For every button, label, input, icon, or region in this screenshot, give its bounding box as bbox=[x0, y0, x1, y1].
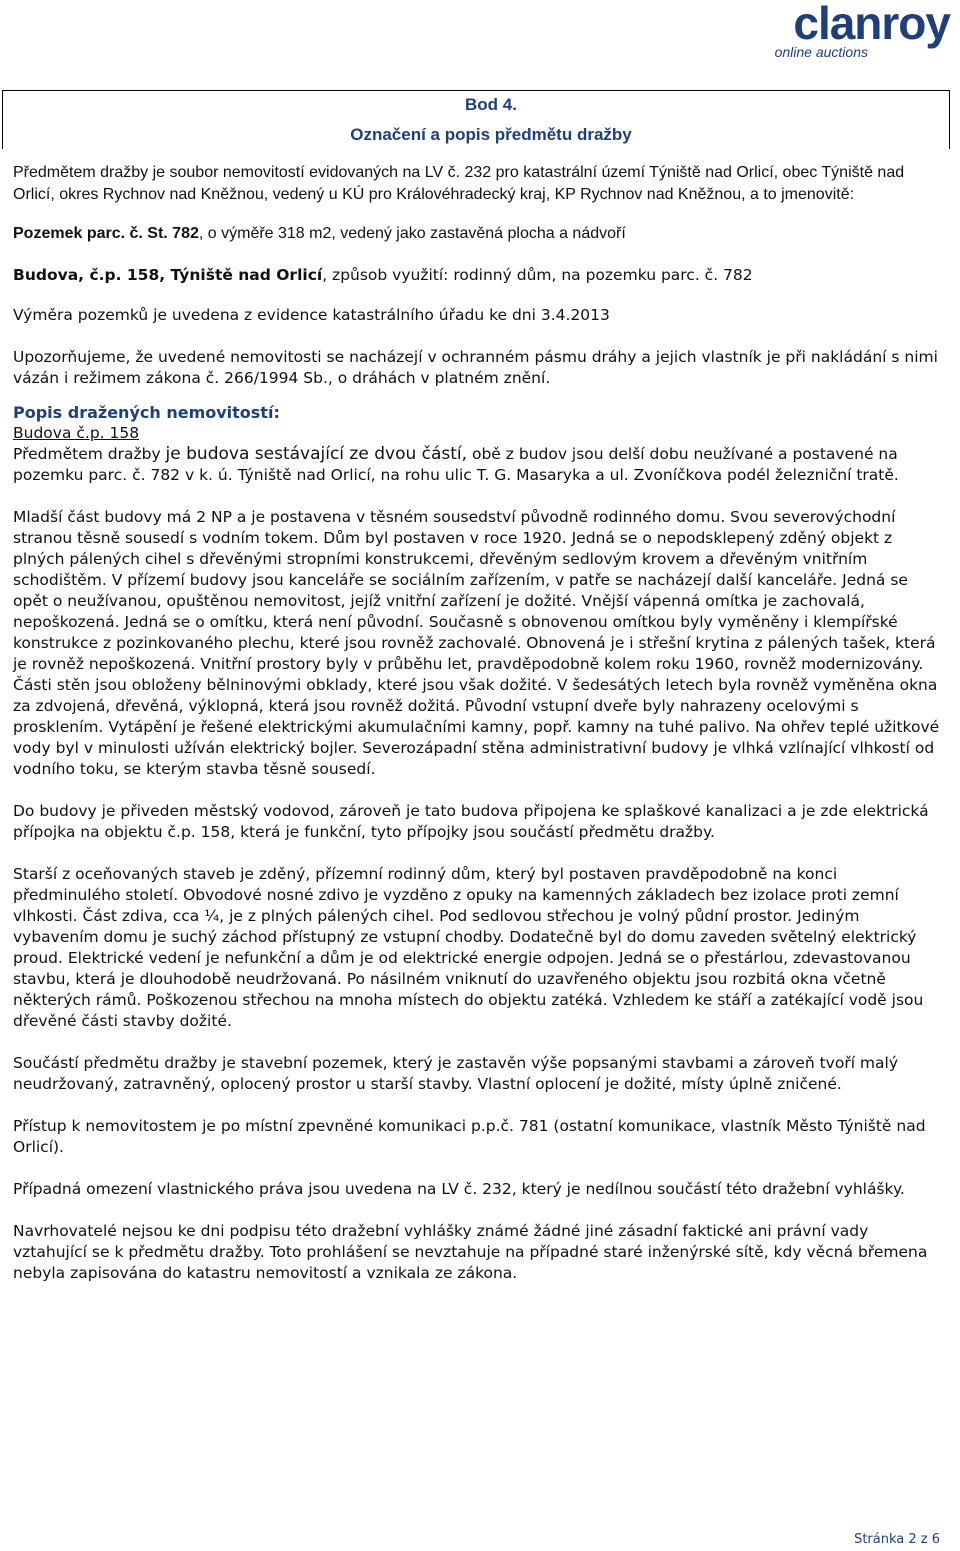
intro-paragraph: Předmětem dražby je soubor nemovitostí evidovaných na LV č. 232 pro katastrální území Týniště nad Orlicí, obec Týniště nad Orlicí, okres Rychnov nad Kněžnou, vedený u KÚ pro Královéhradecký kraj, KP Rychnov nad Kněžnou, a to jmenovitě: bbox=[13, 164, 905, 203]
building-line bbox=[13, 265, 943, 286]
paragraph-utilities: Do budovy je přiveden městský vodovod, zároveň je tato budova připojena ke splaškové kanalizaci a je zde elektrická přípojka na objektu č.p. 158, která je funkční, tyto přípojky jsou součástí předmětu dražby. bbox=[13, 801, 929, 841]
desc-intro-part3: obě z budov jsou delší dobu neužívané a postavené na pozemku parc. č. 782 v k. ú. Týniště nad Orlicí, na rohu ulic T. G. Masaryka a ul. Zvoníčkova podél železniční tratě. bbox=[13, 444, 899, 484]
description-heading: Popis dražených nemovitostí: bbox=[13, 402, 280, 422]
paragraph-defects: Navrhovatelé nejsou ke dni podpisu této dražební vyhlášky známé žádné jiné zásadní faktické ani právní vady vztahující se k předmětu dražby. Toto prohlášení se nevztahuje na případné staré inženýrské sítě, kdy věcná břemena nebyla zapisována do katastru nemovitostí a vznikala ze zákona. bbox=[13, 1221, 928, 1282]
page-number: Stránka 2 z 6 bbox=[854, 1532, 940, 1547]
paragraph-older-building: Starší z oceňovaných staveb je zděný, přízemní rodinný dům, který byl postaven pravděpodobně na konci předminulého století. Obvodové nosné zdivo je vyzděno z opuky na kamenných základech bez izolace proti zemní vlhkosti. Část zdiva, cca ¼, je z plných pálených cihel. Pod sedlovou střechou je volný půdní prostor. Jediným vybavením domu je suchý záchod přístupný ze vstupní chodby. Dodatečně byl do domu zaveden světelný elektrický proud. Elektrické vedení je nefunkční a dům je od elektrické energie odpojen. Jedná se o přestárlou, zdevastovanou stavbu, která je dlouhodobě neudržovaná. Po násilném vniknutí do uzavřeného objektu jsou rozbitá okna včetně některých rámů. Poškozenou střechou na mnoha místech do objektu zatéká. Vzhledem ke stáří a zatékající vodě jsou dřevěné části stavby dožité. bbox=[13, 864, 924, 1030]
desc-intro-part2: je budova sestávající ze dvou částí, bbox=[165, 443, 468, 464]
paragraph-land: Součástí předmětu dražby je stavební pozemek, který je zastavěn výše popsanými stavbami a zároveň tvoří malý neudržovaný, zatravněný, oplocený prostor u starší stavby. Vlastní oplocení je dožité, místy úplně zničené. bbox=[13, 1053, 898, 1093]
paragraph-younger-building: Mladší část budovy má 2 NP a je postavena v těsném sousedství původně rodinného domu. Svou severovýchodní stranou těsně sousedí s vodním tokem. Dům byl postaven v roce 1920. Jedná se o nepodsklepený zděný objekt z plných pálených cihel s dřevěnými stropními konstrukcemi, dřevěným sedlovým krovem a dřevěným vnitřním schodištěm. V přízemí budovy jsou kanceláře se sociálním zařízením, v patře se nacházejí další kanceláře. Jedná se opět o neužívanou, opuštěnou nemovitost, jejíž vnitřní zařízení je dožité. Vnější vápenná omítka je zachovalá, nepoškozená. Jedná se o omítku, která není původní. Současně s obnovenou omítkou byly vyměněny i klempířské konstrukce z pozinkovaného plechu, které jsou rovněž zachovalé. Obnovená je i střešní krytina z pálených tašek, která je rovněž nepoškozená. Vnitřní prostory byly v průběhu let, pravděpodobně kolem roku 1960, rovněž modernizovány. Části stěn jsou obloženy bělninovými obklady, které jsou však dožité. V šedesátých letech byla rovněž vyměněna okna za zdvojená, dřevěná, výklopná, která jsou rovněž dožitá. Původní vstupní dveře byly nahrazeny ocelovými s prosklením. Vytápění je řešené elektrickými akumulačními kamny, popř. kamny na tuhé palivo. Na ohřev teplé užitkové vody byl v minulosti užíván elektrický bojler. Severozápadní stěna administrativní budovy je vlhká vzlínající vlhkostí od vodního toku, se kterým stavba těsně sousedí. bbox=[13, 507, 940, 778]
section-title: Označení a popis předmětu dražby bbox=[350, 125, 632, 144]
description-intro bbox=[13, 444, 943, 486]
section-number: Bod 4. bbox=[465, 95, 517, 114]
paragraph-restrictions: Případná omezení vlastnického práva jsou uvedena na LV č. 232, který je nedílnou součástí této dražební vyhlášky. bbox=[13, 1179, 905, 1198]
parcel-id: Pozemek parc. č. St. 782 bbox=[13, 225, 199, 242]
clanroy-logo bbox=[742, 0, 952, 64]
railway-warning: Upozorňujeme, že uvedené nemovitosti se nacházejí v ochranném pásmu dráhy a jejich vlastník je při nakládání s nimi vázán i režimem zákona č. 266/1994 Sb., o dráhách v platném znění. bbox=[13, 347, 938, 387]
desc-intro-part1: Předmětem dražby bbox=[13, 444, 166, 463]
paragraph-access: Přístup k nemovitostem je po místní zpevněné komunikaci p.p.č. 781 (ostatní komunikace, vlastník Město Týniště nad Orlicí). bbox=[13, 1116, 926, 1156]
parcel-detail: , o výměře 318 m2, vedený jako zastavěná plocha a nádvoří bbox=[198, 225, 626, 242]
section-header-box bbox=[2, 90, 950, 149]
document-body bbox=[13, 162, 943, 1284]
area-note: Výměra pozemků je uvedena z evidence katastrálního úřadu ke dni 3.4.2013 bbox=[13, 305, 610, 324]
logo-wordmark: clanroy bbox=[793, 0, 950, 49]
parcel-line bbox=[13, 223, 943, 245]
logo-tagline: online auctions bbox=[774, 44, 868, 60]
building-label: Budova č.p. 158 bbox=[13, 423, 140, 442]
building-id: Budova, č.p. 158, Týniště nad Orlicí bbox=[13, 265, 323, 284]
building-detail: , způsob využití: rodinný dům, na pozemku parc. č. 782 bbox=[322, 265, 753, 284]
